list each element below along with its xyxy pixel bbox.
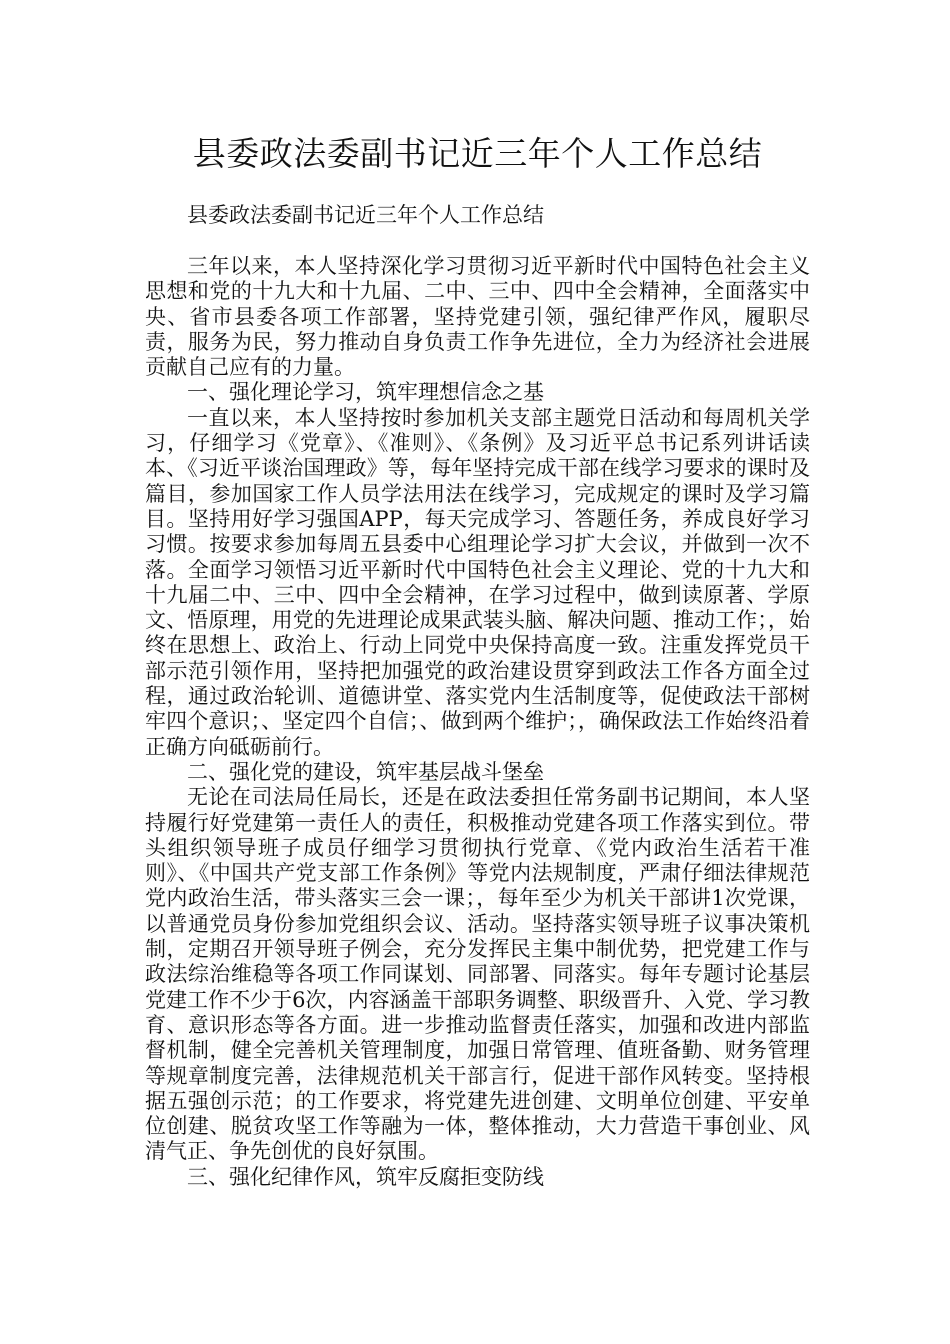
section-2: [145, 760, 810, 1165]
document-subtitle: 县委政法委副书记近三年个人工作总结: [187, 203, 544, 227]
section-body: 无论在司法局任局长，还是在政法委担任常务副书记期间，本人坚持履行好党建第一责任人的责任，积极推动党建各项工作落实到位。带头组织领导班子成员仔细学习贯彻执行党章、《党内政治生活若干准则》、《中国共产党支部工作条例》等党内法规制度，严肃仔细法律规范党内政治生活，带头落实三会一课；，每年至少为机关干部讲1次党课，以普通党员身份参加党组织会议、活动。坚持落实领导班子议事决策机制，定期召开领导班子例会，充分发挥民主集中制优势，把党建工作与政法综治维稳等各项工作同谋划、同部署、同落实。每年专题讨论基层党建工作不少于6次，内容涵盖干部职务调整、职级晋升、入党、学习教育、意识形态等各方面。进一步推动监督责任落实，加强和改进内部监督机制，健全完善机关管理制度，加强日常管理、值班备勤、财务管理等规章制度完善，法律规范机关干部言行，促进干部作风转变。坚持根据五强创示范；的工作要求，将党建先进创建、文明单位创建、平安单位创建、脱贫攻坚工作等融为一体，整体推动，大力营造干事创业、风清气正、争先创优的良好氛围。: [145, 785, 810, 1164]
section-3: [145, 1165, 810, 1190]
section-body: 一直以来，本人坚持按时参加机关支部主题党日活动和每周机关学习，仔细学习《党章》、《准则》、《条例》及习近平总书记系列讲话读本、《习近平谈治国理政》等，每年坚持完成干部在线学习要求的课时及篇目，参加国家工作人员学法用法在线学习，完成规定的课时及学习篇目。坚持用好学习强国APP，每天完成学习、答题任务，养成良好学习习惯。按要求参加每周五县委中心组理论学习扩大会议，并做到一次不落。全面学习领悟习近平新时代中国特色社会主义理论、党的十九大和十九届二中、三中、四中全会精神，在学习过程中，做到读原著、学原文、悟原理，用党的先进理论成果武装头脑、解决问题、推动工作；，始终在思想上、政治上、行动上同党中央保持高度一致。注重发挥党员干部示范引领作用，坚持把加强党的政治建设贯穿到政法工作各方面全过程，通过政治轮训、道德讲堂、落实党内生活制度等，促使政法干部树牢四个意识；、坚定四个自信；、做到两个维护；，确保政法工作始终沿着正确方向砥砺前行。: [145, 405, 810, 759]
section-1: [145, 380, 810, 759]
intro-paragraph: 三年以来，本人坚持深化学习贯彻习近平新时代中国特色社会主义思想和党的十九大和十九届、二中、三中、四中全会精神，全面落实中央、省市县委各项工作部署，坚持党建引领，强纪律严作风，履职尽责，服务为民，努力推动自身负责工作争先进位，全力为经济社会进展贡献自己应有的力量。: [145, 254, 810, 380]
document-page: [145, 118, 810, 1190]
section-heading: 一、强化理论学习，筑牢理想信念之基: [187, 380, 544, 405]
section-heading: 二、强化党的建设，筑牢基层战斗堡垒: [187, 759, 544, 784]
document-title: 县委政法委副书记近三年个人工作总结: [192, 134, 763, 173]
section-heading: 三、强化纪律作风，筑牢反腐拒变防线: [187, 1164, 544, 1189]
